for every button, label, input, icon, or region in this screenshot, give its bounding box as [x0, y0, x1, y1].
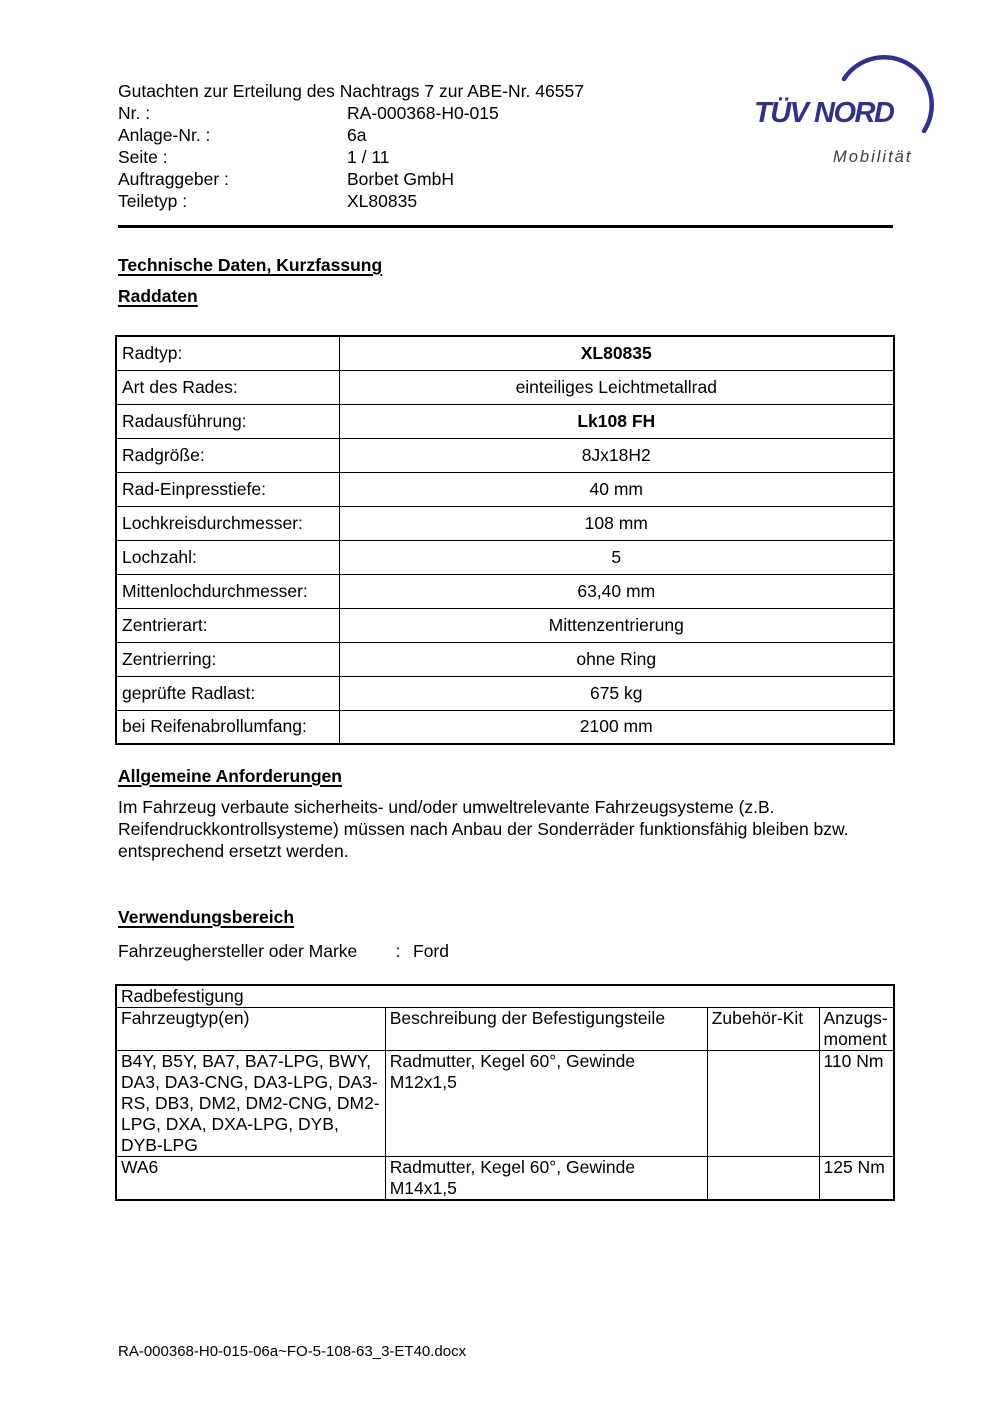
field-value: 6a — [347, 125, 367, 145]
raddaten-label: Radgröße: — [116, 438, 339, 472]
raddaten-label: Radausführung: — [116, 404, 339, 438]
anzugsmoment-cell: 125 Nm — [819, 1157, 894, 1201]
section-heading-raddaten: Raddaten — [118, 286, 198, 306]
table-row — [116, 1051, 894, 1157]
field-label: Nr. : — [118, 103, 151, 123]
section-heading-technische-daten: Technische Daten, Kurzfassung — [118, 255, 383, 275]
raddaten-value: 675 kg — [339, 676, 894, 710]
table-row — [116, 676, 894, 710]
table-row — [116, 574, 894, 608]
radbefestigung-caption: Radbefestigung — [116, 985, 894, 1008]
fahrzeughersteller-label: Fahrzeughersteller oder Marke — [118, 941, 358, 961]
header-field-teiletyp — [118, 190, 893, 212]
raddaten-value: Lk108 FH — [339, 404, 894, 438]
raddaten-label: bei Reifenabrollumfang: — [116, 710, 339, 744]
raddaten-value: XL80835 — [339, 336, 894, 370]
field-value: RA-000368-H0-015 — [347, 103, 499, 123]
field-label: Auftraggeber : — [118, 169, 229, 189]
footer-filename: RA-000368-H0-015-06a~FO-5-108-63_3-ET40.docx — [118, 1343, 467, 1360]
raddaten-value: 8Jx18H2 — [339, 438, 894, 472]
table-row — [116, 506, 894, 540]
raddaten-value: 108 mm — [339, 506, 894, 540]
field-value: 1 / 11 — [347, 147, 390, 167]
anzugsmoment-cell: 110 Nm — [819, 1051, 894, 1157]
table-row — [116, 710, 894, 744]
zubehoer-kit-cell — [707, 1051, 819, 1157]
section-heading-allgemeine-anforderungen: Allgemeine Anforderungen — [118, 766, 342, 786]
document-header — [118, 80, 913, 212]
table-row — [116, 642, 894, 676]
table-row — [116, 438, 894, 472]
raddaten-value: Mittenzentrierung — [339, 608, 894, 642]
table-header-row — [116, 1008, 894, 1051]
column-header-anzugsmoment: Anzugs-moment — [819, 1008, 894, 1051]
raddaten-label: Zentrierart: — [116, 608, 339, 642]
section-heading-verwendungsbereich: Verwendungsbereich — [118, 907, 295, 927]
logo-brand-text: TÜV NORD — [754, 97, 894, 129]
field-label: Anlage-Nr. : — [118, 125, 211, 145]
fahrzeugtyp-cell: WA6 — [116, 1157, 385, 1201]
raddaten-value: ohne Ring — [339, 642, 894, 676]
fahrzeugtyp-cell: B4Y, B5Y, BA7, BA7-LPG, BWY, DA3, DA3-CNG, DA3-LPG, DA3-RS, DB3, DM2, DM2-CNG, DM2-LPG, DXA, DXA-LPG, DYB, DYB-LPG — [116, 1051, 385, 1157]
fahrzeughersteller-row — [118, 940, 908, 962]
document-title: Gutachten zur Erteilung des Nachtrags 7 zur ABE-Nr. 46557 — [118, 81, 584, 101]
raddaten-label: Art des Rades: — [116, 370, 339, 404]
raddaten-value: 2100 mm — [339, 710, 894, 744]
raddaten-table — [115, 335, 895, 745]
raddaten-value: 40 mm — [339, 472, 894, 506]
table-row — [116, 370, 894, 404]
fahrzeughersteller-value: Ford — [413, 941, 449, 961]
table-row — [116, 1157, 894, 1201]
header-divider — [118, 225, 893, 228]
raddaten-label: Mittenlochdurchmesser: — [116, 574, 339, 608]
radbefestigung-table — [115, 984, 895, 1201]
beschreibung-cell: Radmutter, Kegel 60°, Gewinde M14x1,5 — [385, 1157, 707, 1201]
allgemeine-anforderungen-text: Im Fahrzeug verbaute sicherheits- und/oder umweltrelevante Fahrzeugsysteme (z.B. Reifendruckkontrollsysteme) müssen nach Anbau der Sonderräder funktionsfähig bleiben bzw. entsprechend ersetzt werden. — [118, 797, 849, 861]
table-row — [116, 472, 894, 506]
beschreibung-cell: Radmutter, Kegel 60°, Gewinde M12x1,5 — [385, 1051, 707, 1157]
field-value: Borbet GmbH — [347, 169, 454, 189]
table-row — [116, 608, 894, 642]
column-header-fahrzeugtyp: Fahrzeugtyp(en) — [116, 1008, 385, 1051]
raddaten-value: 63,40 mm — [339, 574, 894, 608]
raddaten-label: Lochzahl: — [116, 540, 339, 574]
table-row — [116, 404, 894, 438]
document-body — [118, 254, 908, 1201]
fahrzeughersteller-separator: : — [395, 941, 401, 961]
field-label: Seite : — [118, 147, 168, 167]
raddaten-label: geprüfte Radlast: — [116, 676, 339, 710]
table-row — [116, 540, 894, 574]
raddaten-label: Lochkreisdurchmesser: — [116, 506, 339, 540]
raddaten-value: einteiliges Leichtmetallrad — [339, 370, 894, 404]
logo-tagline-text: Mobilität — [833, 148, 913, 166]
raddaten-label: Radtyp: — [116, 336, 339, 370]
zubehoer-kit-cell — [707, 1157, 819, 1201]
raddaten-label: Zentrierring: — [116, 642, 339, 676]
column-header-beschreibung: Beschreibung der Befestigungsteile — [385, 1008, 707, 1051]
column-header-zubehoer-kit: Zubehör-Kit — [707, 1008, 819, 1051]
field-value: XL80835 — [347, 191, 418, 211]
table-row — [116, 336, 894, 370]
field-label: Teiletyp : — [118, 191, 188, 211]
raddaten-value: 5 — [339, 540, 894, 574]
tuev-nord-logo — [740, 52, 935, 172]
raddaten-label: Rad-Einpresstiefe: — [116, 472, 339, 506]
table-caption-row — [116, 985, 894, 1008]
